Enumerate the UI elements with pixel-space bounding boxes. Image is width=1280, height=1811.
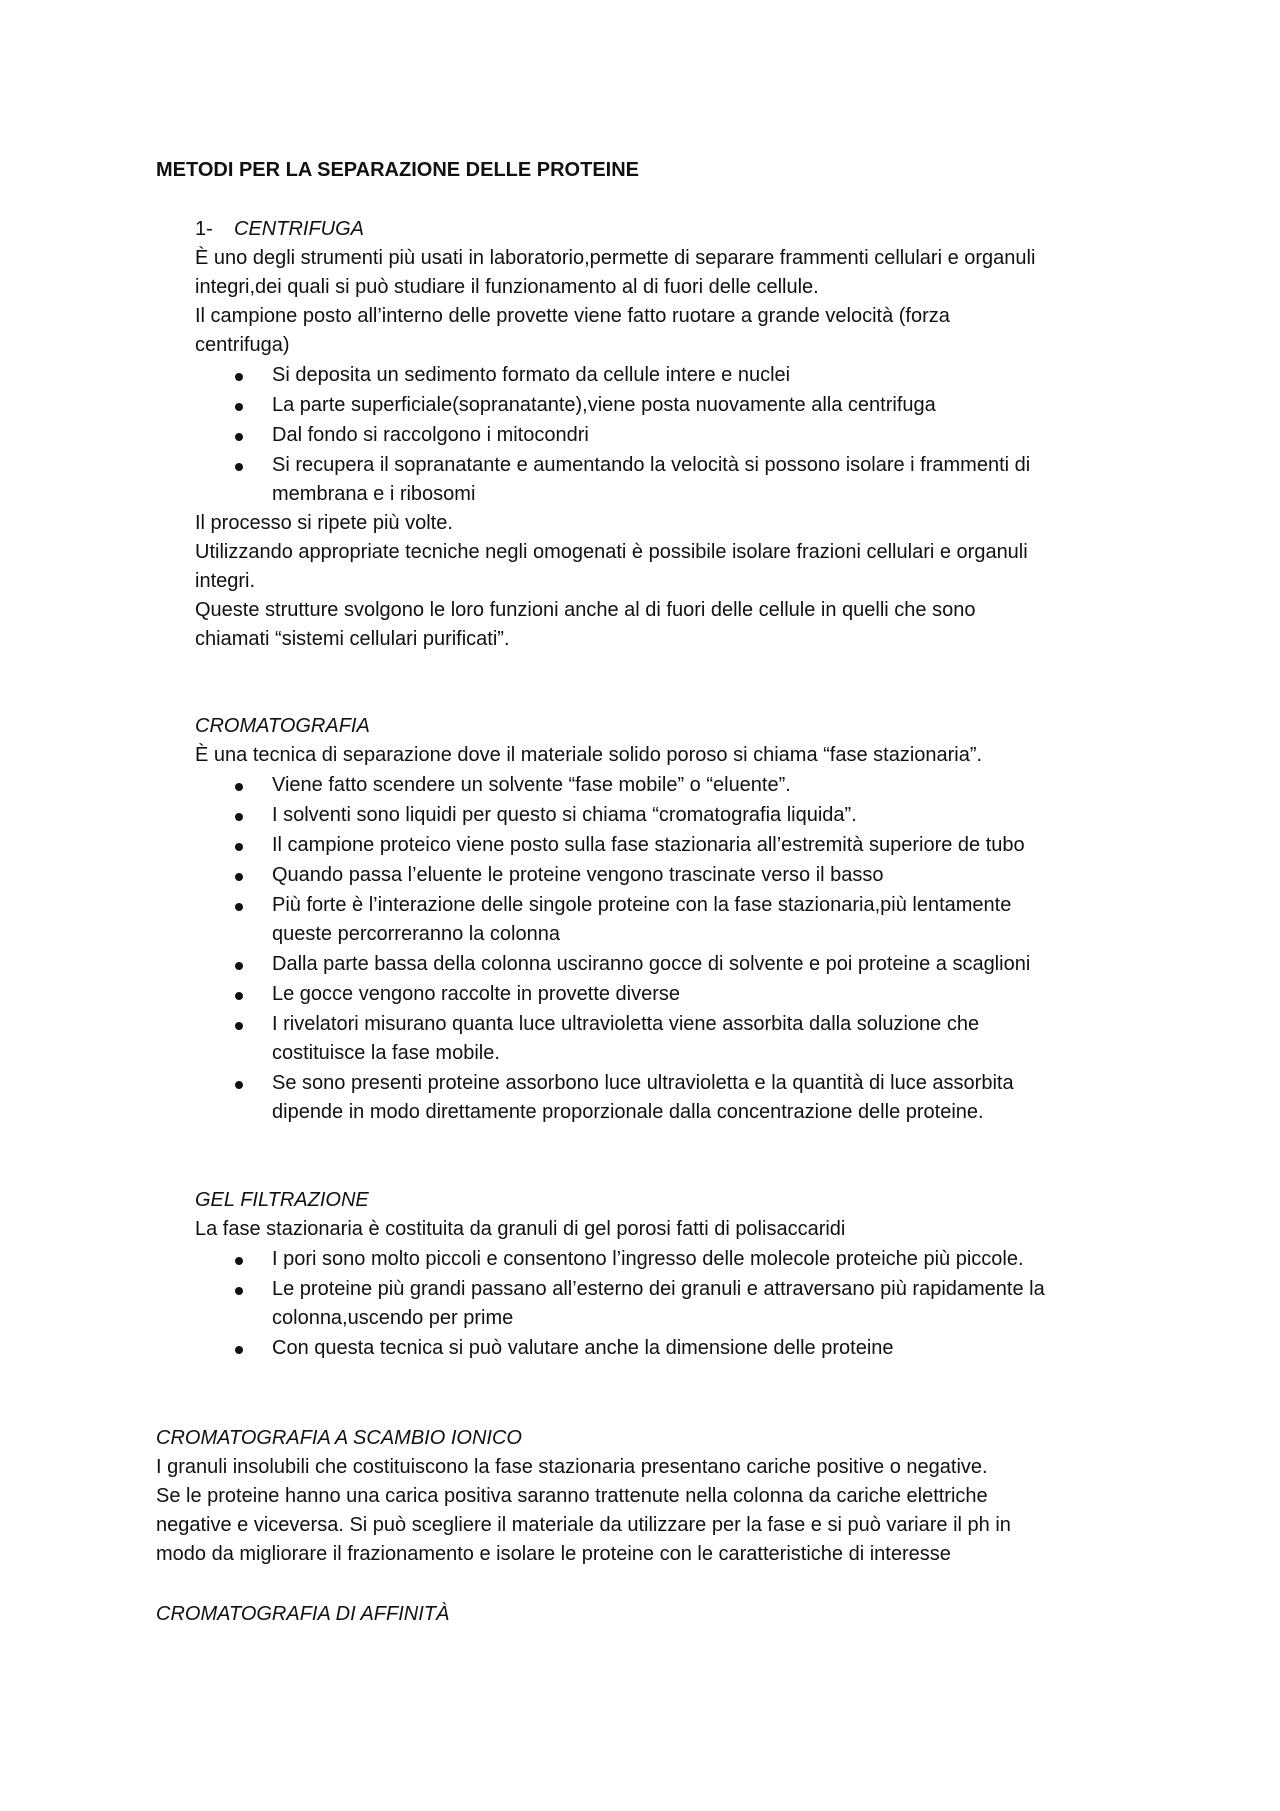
paragraph-line: È una tecnica di separazione dove il materiale solido poroso si chiama “fase stazionaria”.	[195, 744, 983, 766]
paragraph-line: negative e viceversa. Si può scegliere il materiale da utilizzare per la fase e si può variare il ph in	[156, 1514, 1011, 1536]
paragraph-line: integri,dei quali si può studiare il funzionamento al di fuori delle cellule.	[195, 276, 819, 298]
paragraph-line: È uno degli strumenti più usati in laboratorio,permette di separare frammenti cellulari e organuli	[195, 247, 1036, 269]
list-item-continuation: dipende in modo direttamente proporzionale dalla concentrazione delle proteine.	[272, 1101, 984, 1123]
list-item-continuation: membrana e i ribosomi	[272, 483, 476, 505]
paragraph-line: I granuli insolubili che costituiscono la fase stazionaria presentano cariche positive o negative.	[156, 1456, 988, 1478]
list-item: Si recupera il sopranatante e aumentando la velocità si possono isolare i frammenti di	[272, 454, 1031, 476]
bullet-icon	[235, 433, 243, 441]
bullet-icon	[235, 1257, 243, 1265]
bullet-icon	[235, 1287, 243, 1295]
list-item: Le proteine più grandi passano all’esterno dei granuli e attraversano più rapidamente la	[272, 1278, 1045, 1300]
paragraph-line: Queste strutture svolgono le loro funzioni anche al di fuori delle cellule in quelli che sono	[195, 599, 976, 621]
paragraph-line: Il processo si ripete più volte.	[195, 512, 453, 534]
list-item: Più forte è l’interazione delle singole proteine con la fase stazionaria,più lentamente	[272, 894, 1012, 916]
paragraph-line: Utilizzando appropriate tecniche negli omogenati è possibile isolare frazioni cellulari e organuli	[195, 541, 1028, 563]
bullet-icon	[235, 1346, 243, 1354]
bullet-icon	[235, 783, 243, 791]
paragraph-line: integri.	[195, 570, 256, 592]
bullet-icon	[235, 843, 243, 851]
bullet-icon	[235, 962, 243, 970]
list-item: Dal fondo si raccolgono i mitocondri	[272, 424, 589, 446]
bullet-icon	[235, 813, 243, 821]
list-item: Viene fatto scendere un solvente “fase mobile” o “eluente”.	[272, 774, 791, 796]
paragraph-line: modo da migliorare il frazionamento e isolare le proteine con le caratteristiche di interesse	[156, 1543, 951, 1565]
paragraph-line: centrifuga)	[195, 334, 290, 356]
bullet-icon	[235, 403, 243, 411]
document-title: METODI PER LA SEPARAZIONE DELLE PROTEINE	[156, 159, 640, 181]
bullet-icon	[235, 463, 243, 471]
bullet-icon	[235, 1081, 243, 1089]
paragraph-line: Il campione posto all’interno delle provette viene fatto ruotare a grande velocità (forza	[195, 305, 950, 327]
list-item-continuation: colonna,uscendo per prime	[272, 1307, 514, 1329]
paragraph-line: Se le proteine hanno una carica positiva saranno trattenute nella colonna da cariche elettriche	[156, 1485, 988, 1507]
section-number: 1-	[195, 218, 213, 240]
list-item: Con questa tecnica si può valutare anche la dimensione delle proteine	[272, 1337, 894, 1359]
bullet-icon	[235, 1022, 243, 1030]
list-item-continuation: costituisce la fase mobile.	[272, 1042, 500, 1064]
list-item: Le gocce vengono raccolte in provette diverse	[272, 983, 681, 1005]
section-heading-affinita: CROMATOGRAFIA DI AFFINITÀ	[156, 1603, 450, 1625]
bullet-icon	[235, 903, 243, 911]
bullet-icon	[235, 373, 243, 381]
section-heading-gel-filtrazione: GEL FILTRAZIONE	[195, 1189, 369, 1211]
list-item: I pori sono molto piccoli e consentono l’ingresso delle molecole proteiche più piccole.	[272, 1248, 1024, 1270]
list-item: Se sono presenti proteine assorbono luce ultravioletta e la quantità di luce assorbita	[272, 1072, 1014, 1094]
section-heading-centrifuga: CENTRIFUGA	[234, 218, 364, 240]
paragraph-line: La fase stazionaria è costituita da granuli di gel porosi fatti di polisaccaridi	[195, 1218, 846, 1240]
list-item-continuation: queste percorreranno la colonna	[272, 923, 560, 945]
bullet-icon	[235, 873, 243, 881]
bullet-icon	[235, 992, 243, 1000]
list-item: Si deposita un sedimento formato da cellule intere e nuclei	[272, 364, 791, 386]
list-item: Il campione proteico viene posto sulla fase stazionaria all’estremità superiore de tubo	[272, 834, 1025, 856]
list-item: I solventi sono liquidi per questo si chiama “cromatografia liquida”.	[272, 804, 857, 826]
section-heading-scambio-ionico: CROMATOGRAFIA A SCAMBIO IONICO	[156, 1427, 522, 1449]
list-item: I rivelatori misurano quanta luce ultravioletta viene assorbita dalla soluzione che	[272, 1013, 980, 1035]
list-item: Dalla parte bassa della colonna usciranno gocce di solvente e poi proteine a scaglioni	[272, 953, 1031, 975]
section-heading-cromatografia: CROMATOGRAFIA	[195, 715, 370, 737]
paragraph-line: chiamati “sistemi cellulari purificati”.	[195, 628, 510, 650]
list-item: Quando passa l’eluente le proteine vengono trascinate verso il basso	[272, 864, 884, 886]
list-item: La parte superficiale(sopranatante),viene posta nuovamente alla centrifuga	[272, 394, 936, 416]
